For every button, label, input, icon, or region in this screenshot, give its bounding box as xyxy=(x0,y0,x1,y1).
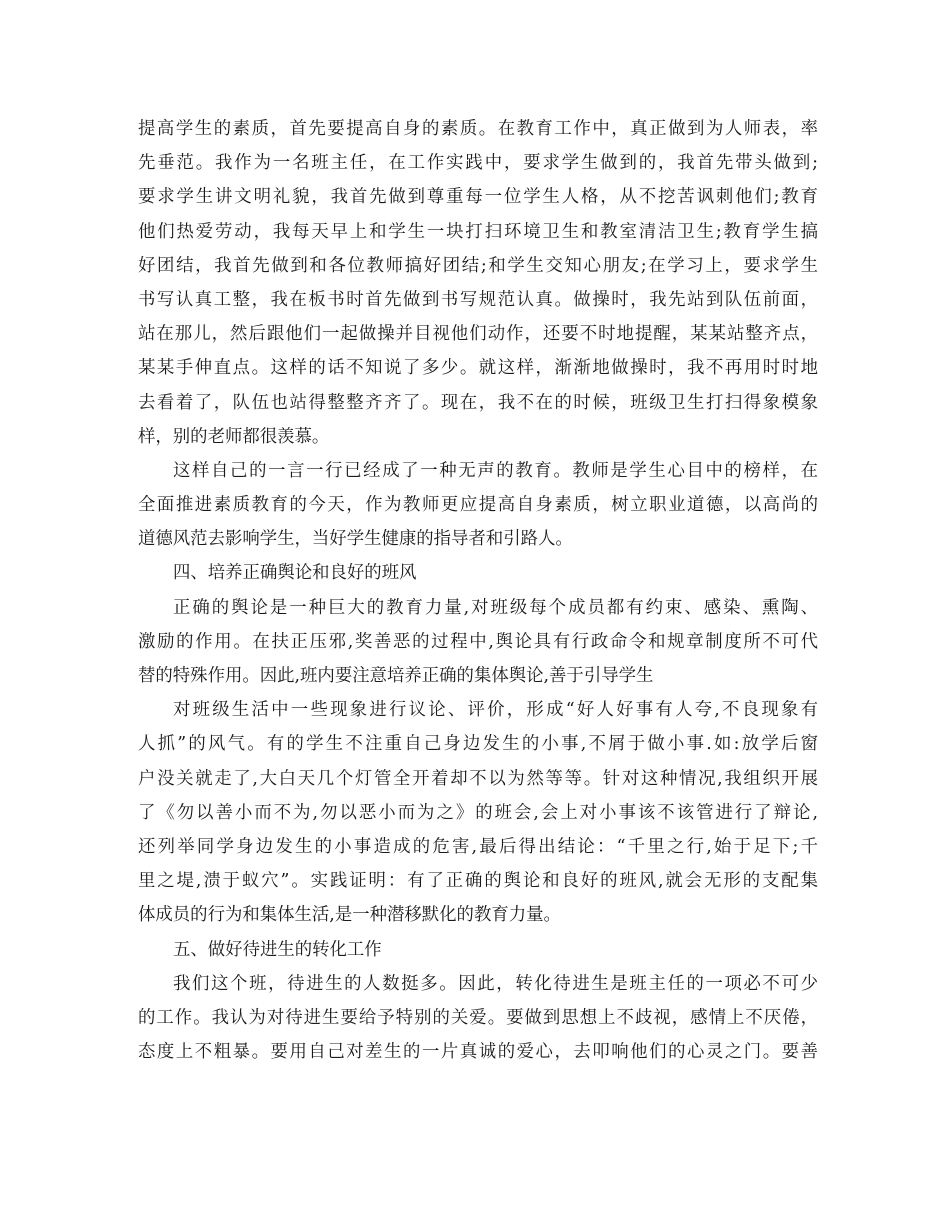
text-line: 替的特殊作用。因此,班内要注意培养正确的集体舆论,善于引导学生 xyxy=(138,666,654,686)
text-line: 对班级生活中一些现象进行议论、评价，形成“好人好事有人夸,不良现象有 xyxy=(173,700,818,721)
text-line: 我们这个班，待进生的人数挺多。因此，转化待进生是班主任的一项必不可少 xyxy=(173,973,818,994)
text-line: 正确的舆论是一种巨大的教育力量,对班级每个成员都有约束、感染、熏陶、 xyxy=(173,597,818,618)
text-line: 还列举同学身边发生的小事造成的危害,最后得出结论：“千里之行,始于足下;千 xyxy=(138,836,818,857)
text-line: 站在那儿，然后跟他们一起做操并目视他们动作，还要不时地提醒，某某站整齐点， xyxy=(138,324,818,345)
text-line: 的工作。我认为对待进生要给予特别的关爱。要做到思想上不歧视，感情上不厌倦， xyxy=(138,1007,818,1028)
text-line: 态度上不粗暴。要用自己对差生的一片真诚的爱心，去叩响他们的心灵之门。要善 xyxy=(138,1042,818,1063)
text-line: 道德风范去影响学生，当好学生健康的指导者和引路人。 xyxy=(138,529,573,550)
text-line: 先垂范。我作为一名班主任，在工作实践中，要求学生做到的，我首先带头做到; xyxy=(138,153,818,174)
text-line: 户没关就走了,大白天几个灯管全开着却不以为然等等。针对这种情况,我组织开展 xyxy=(138,768,818,789)
text-line: 这样自己的一言一行已经成了一种无声的教育。教师是学生心目中的榜样，在 xyxy=(173,460,818,481)
text-line: 四、培养正确舆论和良好的班风 xyxy=(173,563,417,584)
text-line: 书写认真工整，我在板书时首先做到书写规范认真。做操时，我先站到队伍前面， xyxy=(138,289,818,310)
text-line: 激励的作用。在扶正压邪,奖善恶的过程中,舆论具有行政命令和规章制度所不可代 xyxy=(138,631,818,652)
text-line: 人抓”的风气。有的学生不注重自己身边发生的小事,不屑于做小事.如:放学后窗 xyxy=(138,734,818,755)
text-line: 体成员的行为和集体生活,是一种潜移默化的教育力量。 xyxy=(138,905,561,926)
document-body xyxy=(138,112,818,1069)
text-line: 样，别的老师都很羡慕。 xyxy=(138,426,330,447)
text-line: 某某手伸直点。这样的话不知说了多少。就这样，渐渐地做操时，我不再用时时地 xyxy=(138,358,818,379)
text-line: 要求学生讲文明礼貌，我首先做到尊重每一位学生人格，从不挖苦讽刺他们;教育 xyxy=(138,187,818,208)
text-line: 提高学生的素质，首先要提高自身的素质。在教育工作中，真正做到为人师表，率 xyxy=(138,119,818,139)
text-line: 里之堤,溃于蚁穴”。实践证明：有了正确的舆论和良好的班风,就会无形的支配集 xyxy=(138,871,818,892)
text-line: 了《勿以善小而不为,勿以恶小而为之》的班会,会上对小事该不该管进行了辩论, xyxy=(138,802,818,823)
text-line: 全面推进素质教育的今天，作为教师更应提高自身素质，树立职业道德，以高尚的 xyxy=(138,495,818,516)
text-line: 他们热爱劳动，我每天早上和学生一块打扫环境卫生和教室清洁卫生;教育学生搞 xyxy=(138,221,818,242)
text-line: 五、做好待进生的转化工作 xyxy=(173,939,382,960)
text-line: 好团结，我首先做到和各位教师搞好团结;和学生交知心朋友;在学习上，要求学生 xyxy=(138,255,818,276)
text-line: 去看着了，队伍也站得整整齐齐了。现在，我不在的时候，班级卫生打扫得象模象 xyxy=(138,392,818,413)
